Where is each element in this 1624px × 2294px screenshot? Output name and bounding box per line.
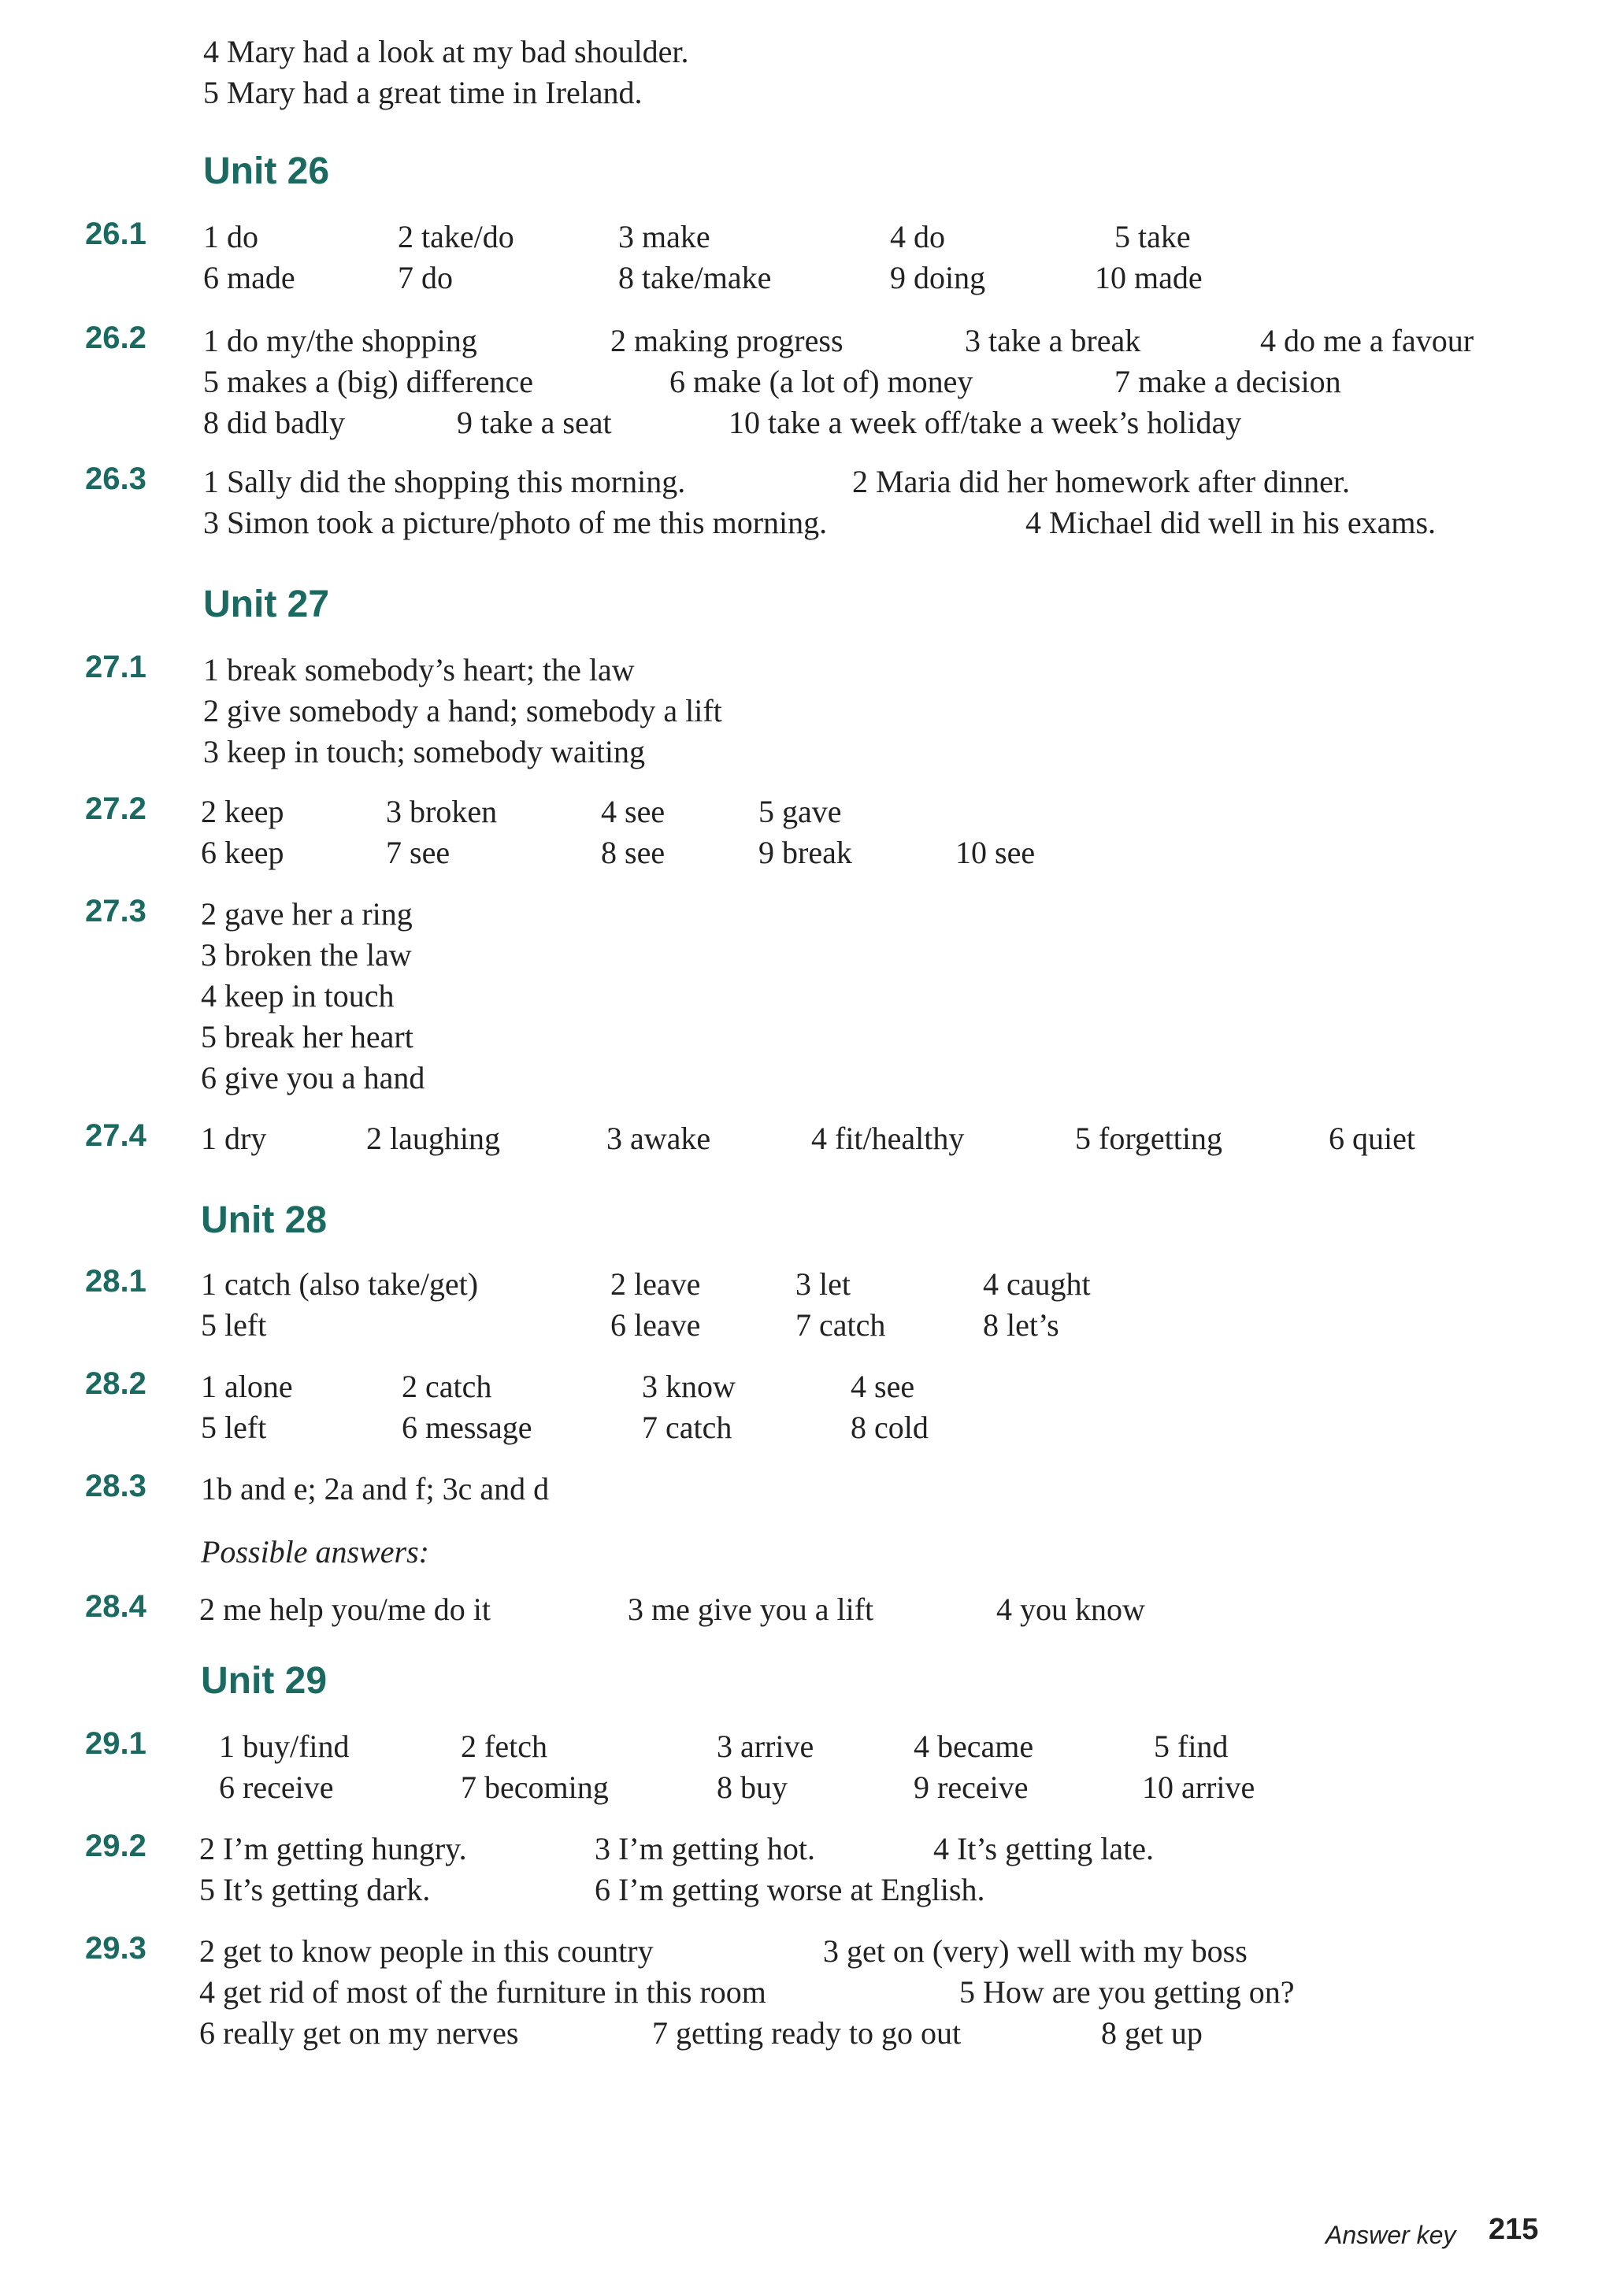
answer-line: 5 Mary had a great time in Ireland. [203,75,643,110]
exercise-number: 27.1 [85,650,146,684]
exercise-number: 28.4 [85,1589,146,1624]
answer-item: 8 cold [851,1410,929,1445]
answer-item: 1 catch (also take/get) [201,1266,479,1302]
answer-item: 7 make a decision [1114,364,1341,399]
exercise-number: 29.3 [85,1931,146,1966]
answer-item: 6 really get on my nerves [199,2015,519,2051]
answer-line: 4 Mary had a look at my bad shoulder. [203,34,689,69]
answer-item: 3 arrive [717,1729,814,1764]
answer-item: 5 left [201,1410,267,1445]
answer-item: 10 see [955,835,1036,870]
answer-item: 4 It’s getting late. [933,1831,1154,1866]
answer-item: 3 I’m getting hot. [595,1831,815,1866]
answer-item: 3 keep in touch; somebody waiting [203,734,646,769]
answer-item: 7 do [398,260,453,295]
answer-item: 7 see [386,835,450,870]
answer-item: 2 I’m getting hungry. [199,1831,467,1866]
answer-item: 4 do me a favour [1260,323,1474,358]
answer-item: 4 caught [983,1266,1091,1302]
answer-item: 5 How are you getting on? [959,1974,1295,2010]
answer-item: 3 get on (very) well with my boss [823,1933,1248,1969]
answer-item: 5 left [201,1307,267,1343]
answer-item: 2 me help you/me do it [199,1592,491,1627]
answer-item: 4 see [851,1369,915,1404]
answer-item: 1 break somebody’s heart; the law [203,652,635,687]
exercise-number: 29.2 [85,1829,146,1863]
exercise-number: 27.3 [85,894,146,928]
unit-heading: Unit 26 [203,150,330,192]
answer-item: 7 catch [795,1307,886,1343]
answer-item: 3 me give you a lift [628,1592,874,1627]
answer-item: 8 did badly [203,405,345,440]
answer-item: 9 doing [890,260,986,295]
unit-heading: Unit 27 [203,584,330,625]
answer-item: 5 makes a (big) difference [203,364,534,399]
footer-label: Answer key [1326,2221,1456,2249]
answer-item: 3 make [618,219,710,254]
exercise-number: 27.4 [85,1118,146,1153]
answer-item: 6 leave [610,1307,701,1343]
answer-item: 7 becoming [461,1770,609,1805]
exercise-number: 29.1 [85,1726,146,1761]
answer-item: 7 getting ready to go out [652,2015,962,2051]
answer-item: 3 broken the law [201,937,412,973]
answer-item: 8 see [601,835,666,870]
answer-item: 6 make (a lot of) money [669,364,973,399]
answer-item: 4 keep in touch [201,978,395,1014]
answer-item: 4 you know [996,1592,1145,1627]
answer-item: 8 take/make [618,260,772,295]
answer-item: 2 catch [402,1369,492,1404]
answer-item: 1 do my/the shopping [203,323,477,358]
unit-heading: Unit 29 [201,1660,328,1702]
answer-item: 4 see [601,794,666,829]
answer-item: 8 get up [1101,2015,1203,2051]
answer-item: 1 Sally did the shopping this morning. [203,464,686,499]
exercise-number: 28.3 [85,1469,146,1503]
answer-item: 5 It’s getting dark. [199,1872,431,1907]
exercise-number: 27.2 [85,791,146,826]
answer-item: 10 take a week off/take a week’s holiday [729,405,1242,440]
answer-item: 6 keep [201,835,284,870]
answer-item: 2 Maria did her homework after dinner. [852,464,1351,499]
answer-item: 2 take/do [398,219,514,254]
answer-item: 9 break [758,835,852,870]
answer-item: 2 fetch [461,1729,547,1764]
answer-item: 4 do [890,219,945,254]
answer-item: 1 dry [201,1121,267,1156]
exercise-number: 28.2 [85,1366,146,1401]
answer-item: 2 get to know people in this country [199,1933,654,1969]
answer-item: 2 give somebody a hand; somebody a lift [203,693,722,728]
answer-item: 5 find [1154,1729,1229,1764]
answer-item: 9 receive [914,1770,1029,1805]
answer-item: 8 buy [717,1770,788,1805]
exercise-number: 26.3 [85,461,146,496]
answer-item: 5 take [1114,219,1191,254]
answer-item: 2 laughing [366,1121,500,1156]
answer-item: 3 broken [386,794,498,829]
exercise-number: 26.1 [85,217,146,251]
answer-item: 3 awake [606,1121,711,1156]
answer-item: 3 know [642,1369,736,1404]
unit-heading: Unit 28 [201,1199,328,1241]
answer-item: 6 give you a hand [201,1060,425,1095]
answer-item: 1b and e; 2a and f; 3c and d [201,1471,550,1506]
answer-item: 1 do [203,219,258,254]
answer-item: 4 became [914,1729,1034,1764]
exercise-number: 28.1 [85,1264,146,1299]
answer-item: 4 fit/healthy [811,1121,965,1156]
answer-item: 6 quiet [1329,1121,1415,1156]
answer-item: 10 made [1095,260,1203,295]
answer-note: Possible answers: [201,1534,429,1569]
answer-item: 5 forgetting [1075,1121,1223,1156]
answer-item: 9 take a seat [457,405,612,440]
answer-item: 2 keep [201,794,284,829]
answer-item: 5 gave [758,794,842,829]
answer-item: 6 I’m getting worse at English. [595,1872,985,1907]
answer-item: 3 Simon took a picture/photo of me this morning. [203,505,828,540]
answer-item: 3 take a break [965,323,1141,358]
answer-item: 1 alone [201,1369,293,1404]
answer-item: 2 leave [610,1266,701,1302]
page-number: 215 [1489,2213,1539,2246]
answer-item: 6 receive [219,1770,334,1805]
answer-item: 6 message [402,1410,532,1445]
answer-item: 2 gave her a ring [201,896,413,932]
answer-item: 4 get rid of most of the furniture in this room [199,1974,766,2010]
answer-item: 7 catch [642,1410,732,1445]
answer-item: 4 Michael did well in his exams. [1025,505,1437,540]
exercise-number: 26.2 [85,321,146,355]
answer-item: 6 made [203,260,295,295]
answer-item: 5 break her heart [201,1019,413,1054]
answer-item: 3 let [795,1266,851,1302]
answer-item: 8 let’s [983,1307,1059,1343]
answer-item: 10 arrive [1142,1770,1255,1805]
answer-item: 2 making progress [610,323,844,358]
answer-item: 1 buy/find [219,1729,350,1764]
